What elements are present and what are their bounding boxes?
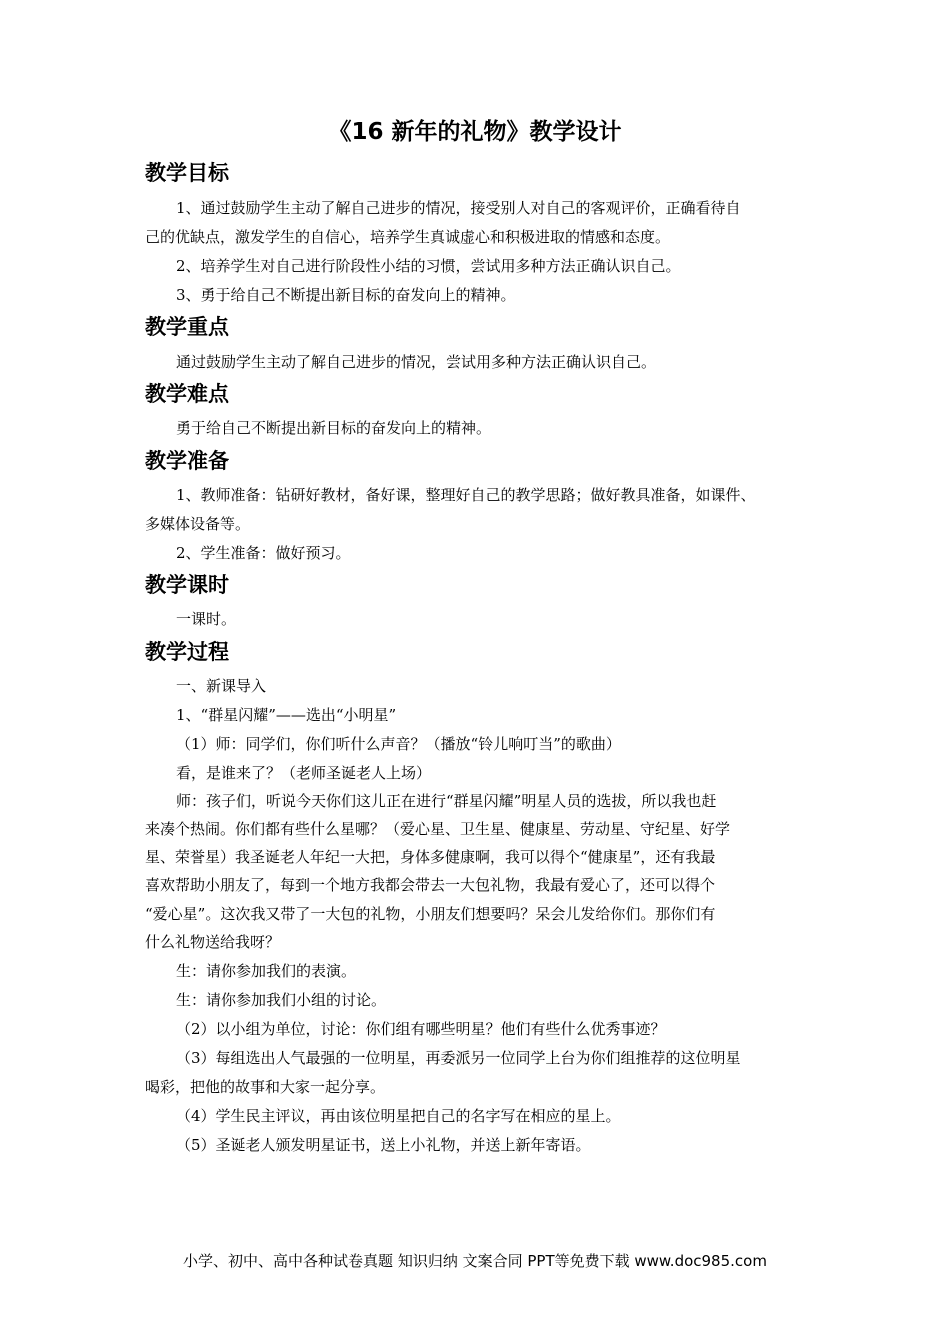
goals-paragraph-1-line-1: 1、通过鼓励学生主动了解自己进步的情况，接受别人对自己的客观评价，正确看待自 <box>176 199 741 217</box>
prep-paragraph-1-line-1: 1、教师准备：钻研好教材，备好课，整理好自己的教学思路；做好教具准备，如课件、 <box>176 486 756 504</box>
process-line: 师：孩子们，听说今天你们这儿正在进行“群星闪耀”明星人员的选拔，所以我也赶 <box>176 792 717 810</box>
process-line: （3）每组选出人气最强的一位明星，再委派另一位同学上台为你们组推荐的这位明星 <box>176 1049 741 1067</box>
process-line: 生：请你参加我们的表演。 <box>176 962 357 980</box>
difficulty-paragraph: 勇于给自己不断提出新目标的奋发向上的精神。 <box>176 419 492 437</box>
goals-paragraph-3: 3、勇于给自己不断提出新目标的奋发向上的精神。 <box>176 286 516 304</box>
process-line: 一、新课导入 <box>176 677 267 695</box>
process-line: （1）师：同学们，你们听什么声音？（播放“铃儿响叮当”的歌曲） <box>176 735 621 753</box>
process-line: 什么礼物送给我呀？ <box>145 933 281 951</box>
footer-watermark-text: 小学、初中、高中各种试卷真题 知识归纳 文案合同 PPT等免费下载 www.doc985.com <box>183 1252 767 1270</box>
focus-paragraph: 通过鼓励学生主动了解自己进步的情况，尝试用多种方法正确认识自己。 <box>176 353 657 371</box>
process-line: 喜欢帮助小朋友了，每到一个地方我都会带去一大包礼物，我最有爱心了，还可以得个 <box>145 876 716 894</box>
goals-paragraph-2: 2、培养学生对自己进行阶段性小结的习惯，尝试用多种方法正确认识自己。 <box>176 257 681 275</box>
goals-paragraph-1-line-2: 己的优缺点，激发学生的自信心，培养学生真诚虚心和积极进取的情感和态度。 <box>145 228 671 246</box>
prep-paragraph-2: 2、学生准备：做好预习。 <box>176 544 351 562</box>
process-line: 喝彩，把他的故事和大家一起分享。 <box>145 1078 386 1096</box>
process-line: （4）学生民主评议，再由该位明星把自己的名字写在相应的星上。 <box>176 1107 621 1125</box>
process-line: 生：请你参加我们小组的讨论。 <box>176 991 387 1009</box>
process-line: （2）以小组为单位，讨论：你们组有哪些明星？他们有些什么优秀事迹？ <box>176 1020 666 1038</box>
process-line: 来凑个热闹。你们都有些什么星哪？（爱心星、卫生星、健康星、劳动星、守纪星、好学 <box>145 820 731 838</box>
heading-teaching-focus: 教学重点 <box>145 315 229 339</box>
process-line: （5）圣诞老人颁发明星证书，送上小礼物，并送上新年寄语。 <box>176 1136 591 1154</box>
process-line: 1、“群星闪耀”——选出“小明星” <box>176 706 397 724</box>
process-line: 看，是谁来了？（老师圣诞老人上场） <box>176 764 432 782</box>
heading-teaching-goals: 教学目标 <box>145 161 229 185</box>
hours-paragraph: 一课时。 <box>176 610 237 628</box>
process-line: “爱心星”。这次我又带了一大包的礼物，小朋友们想要吗？呆会儿发给你们。那你们有 <box>145 905 716 923</box>
process-line: 星、荣誉星）我圣诞老人年纪一大把，身体多健康啊，我可以得个“健康星”，还有我最 <box>145 848 716 866</box>
document-title: 《16 新年的礼物》教学设计 <box>328 119 622 145</box>
heading-teaching-process: 教学过程 <box>145 640 229 664</box>
prep-paragraph-1-line-2: 多媒体设备等。 <box>145 515 251 533</box>
heading-teaching-preparation: 教学准备 <box>145 449 229 473</box>
heading-teaching-difficulty: 教学难点 <box>145 382 229 406</box>
heading-teaching-hours: 教学课时 <box>145 573 229 597</box>
